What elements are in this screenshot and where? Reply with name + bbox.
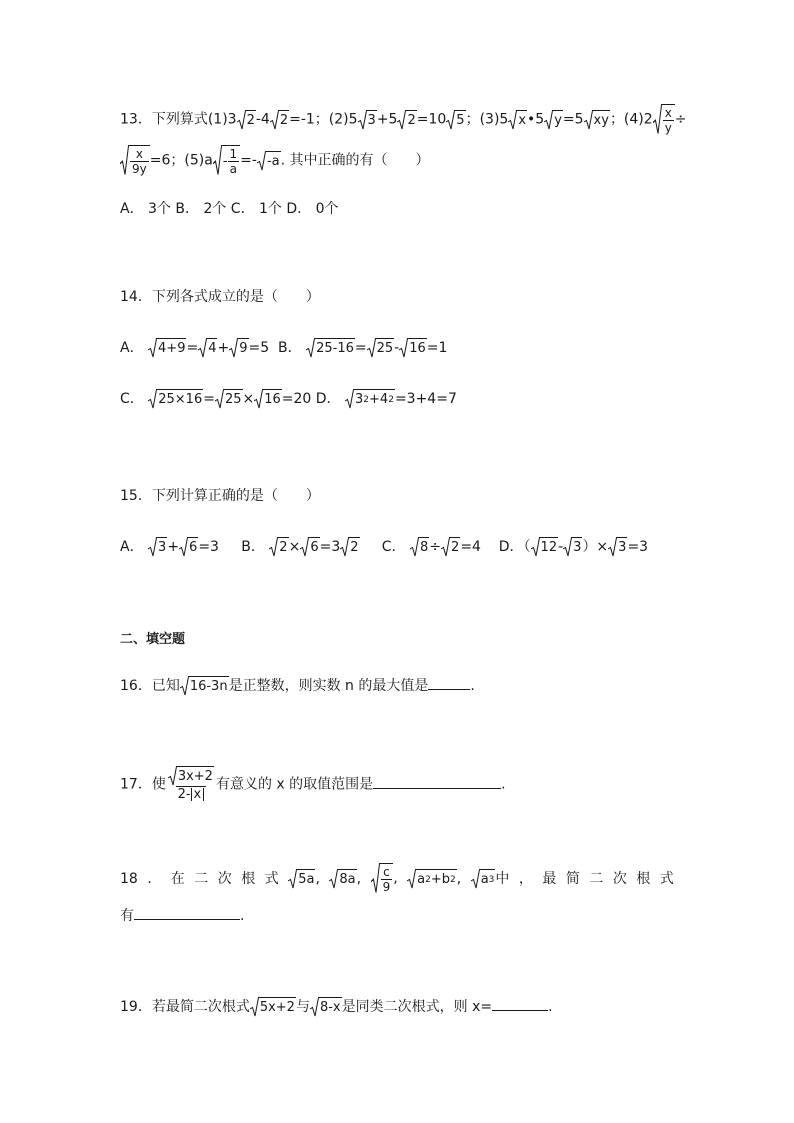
option-c-label: C． — [120, 391, 144, 407]
q17-line: 17．使 $\frac{3x+2}{2- x}$ 有意义的 x 的取值范围是 . — [120, 766, 506, 803]
radical: a 2 +b 2 — [407, 869, 457, 889]
radical: a 3 — [471, 869, 496, 889]
radical: y — [544, 110, 563, 130]
radical: 16 — [399, 338, 427, 358]
q15-options: A． 3 + 6 =3 B． 2 × 6 =3 2 C． 8 ÷ 2 =4 D．（ 12 - 3 ）× 3 =3 — [120, 539, 649, 555]
radical: 16 — [254, 389, 282, 409]
radical: -a — [257, 151, 281, 171]
q16-number: 16． — [120, 678, 152, 694]
answer-blank[interactable] — [492, 996, 548, 1011]
option-b-label: B． — [241, 539, 265, 555]
q19-number: 19． — [120, 999, 152, 1015]
answer-blank[interactable] — [428, 675, 470, 690]
q15-text: 下列计算正确的是（ ） — [151, 488, 320, 504]
answer-blank[interactable] — [373, 774, 501, 789]
option-d-label: D．（ — [498, 539, 531, 555]
radical: 25-16 — [306, 338, 355, 358]
radical: 6 — [179, 537, 198, 557]
fraction: $\frac{3x+2}{2- x}$ — [166, 766, 216, 803]
option-d-label: D． — [315, 391, 341, 407]
radical: 5x+2 — [250, 997, 296, 1017]
q18-line1: 18 ． 在 二 次 根 式 5a , 8a , $\frac{c}{9}$ , a 2 +b 2 , a 3 中 ， 最 简 二 次 根 式 — [120, 865, 674, 894]
radical: 6 — [300, 537, 319, 557]
radical: 8-x — [310, 997, 342, 1017]
radical: 2 — [397, 110, 416, 130]
radical: 2 — [441, 537, 460, 557]
radical: 3 — [148, 537, 167, 557]
radical: 2 — [237, 110, 256, 130]
q13-number: 13． — [120, 111, 152, 128]
option-a-label: A． — [120, 539, 144, 555]
radical: 25 — [367, 338, 395, 358]
q13-line1: 13．下列算式(1)3 2 -4 2 =-1；(2)5 3 +5 2 =10 5 ；(3)5 x •5 y =5 xy ；(4)2 $\frac{x}{y}$ ÷ — [120, 106, 687, 135]
q14-number: 14． — [120, 289, 152, 305]
q19-line: 19．若最简二次根式 5x+2 与 8-x 是同类二次根式，则 x= . — [120, 996, 553, 1017]
q15-question — [120, 486, 320, 506]
radical: 2 — [270, 110, 289, 130]
radical: 3 — [608, 537, 627, 557]
radical: x — [508, 110, 527, 130]
radical: 3 — [358, 110, 377, 130]
answer-blank[interactable] — [134, 905, 240, 920]
radical: 25×16 — [148, 389, 203, 409]
radical: 3x+2 — [168, 766, 214, 786]
q14-question — [120, 287, 320, 307]
radical: 3 2 +4 2 — [345, 389, 395, 409]
radical-fraction: $\frac{x}{9y}$ — [120, 145, 150, 176]
radical: 8a — [329, 869, 356, 889]
radical: 16-3n — [180, 676, 229, 696]
radical: 5a — [288, 869, 315, 889]
option-c-label: C． — [381, 539, 406, 555]
radical-fraction: $\frac{c}{9}$ — [371, 863, 394, 894]
q13-options: A． 3个 B． 2个 C． 1个 D． 0个 — [120, 201, 339, 217]
q14-options-ab: A． 4+9 = 4 + 9 =5 B． 25-16 = 25 - 16 =1 — [120, 340, 448, 356]
q18-line2: 有 . — [120, 905, 244, 926]
radical: 4+9 — [148, 338, 186, 358]
radical: 9 — [229, 338, 248, 358]
radical: 2 — [269, 537, 288, 557]
q14-options-cd: C． 25×16 = 25 × 16 =20 D． 3 2 +4 2 =3+4=7 — [120, 391, 457, 407]
radical: 3 — [563, 537, 582, 557]
radical: xy — [584, 110, 610, 130]
q16-line: 16．已知 16-3n 是正整数，则实数 n 的最大值是 . — [120, 675, 475, 696]
option-a-label: A． — [120, 340, 144, 356]
q17-number: 17． — [120, 776, 152, 793]
option-b-label: B． — [278, 340, 302, 356]
radical: 8 — [410, 537, 429, 557]
q13-text: 下列算式(1)3 — [151, 111, 237, 128]
radical-fraction: $\frac{x}{y}$ — [653, 104, 675, 135]
radical: 2 — [340, 537, 359, 557]
radical: 25 — [215, 389, 243, 409]
q15-number: 15． — [120, 488, 152, 504]
q14-text: 下列各式成立的是（ ） — [151, 289, 320, 305]
radical-fraction: - $\frac{1}{a}$ — [213, 145, 240, 176]
section-title: 二、填空题 — [120, 632, 186, 647]
q13-line2: $\frac{x}{9y}$ =6；(5)a - $\frac{1}{a}$ =- -a . 其中正确的有（ ） — [120, 145, 430, 176]
radical: 5 — [446, 110, 465, 130]
radical: 4 — [198, 338, 217, 358]
radical: 12 — [531, 537, 559, 557]
